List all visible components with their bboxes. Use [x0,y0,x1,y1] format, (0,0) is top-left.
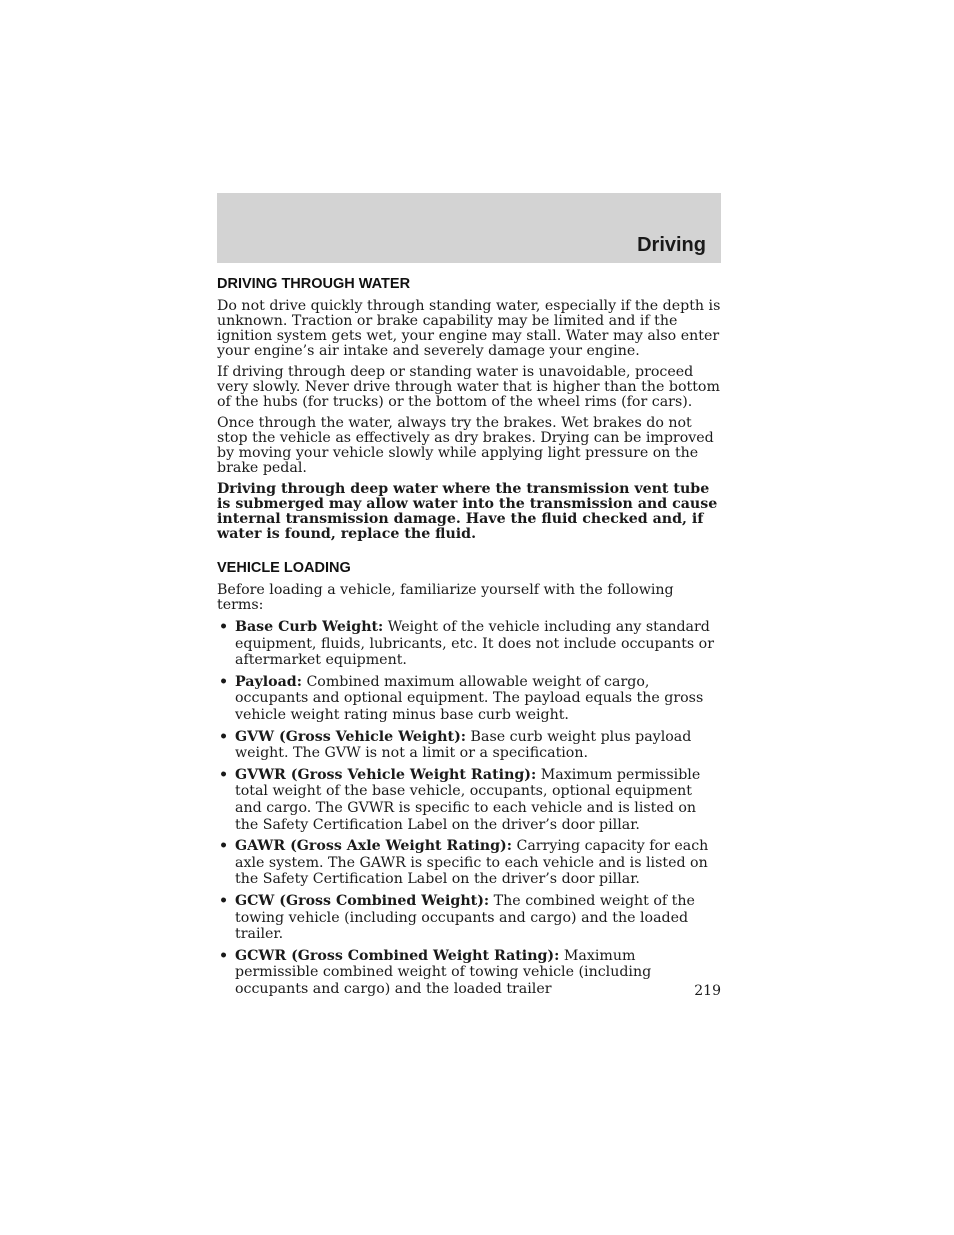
terms-list [217,619,723,997]
term-definition: Maximum permissible combined weight of towing vehicle (including occupants and cargo) and the loaded trailer [235,947,652,997]
paragraph: Once through the water, always try the brakes. Wet brakes do not stop the vehicle as effectively as dry brakes. Drying can be improved by moving your vehicle slowly while applying light pressure on the brake pedal. [217,415,714,476]
term-label: GCW (Gross Combined Weight): [235,892,490,909]
header-band [217,193,721,263]
term-label: GCWR (Gross Combined Weight Rating): [235,947,560,964]
paragraph: Do not drive quickly through standing water, especially if the depth is unknown. Traction or brake capability may be limited and if the ignition system gets wet, your engine may stall. Water may also enter your engine’s air intake and severely damage your engine. [217,298,721,359]
bullet-icon: • [219,766,229,783]
term-definition: Maximum permissible total weight of the base vehicle, occupants, optional equipment and cargo. The GVWR is specific to each vehicle and is listed on the Safety Certification Label on the driver’s door pillar. [235,766,701,833]
bullet-icon: • [219,728,229,745]
list-item [217,767,723,833]
term-definition: Carrying capacity for each axle system. The GAWR is specific to each vehicle and is listed on the Safety Certification Label on the driver’s door pillar. [235,838,709,888]
term-definition: Weight of the vehicle including any standard equipment, fluids, lubricants, etc. It does not include occupants or aftermarket equipment. [235,619,715,669]
term-definition: The combined weight of the towing vehicle (including occupants and cargo) and the loaded trailer. [235,892,695,943]
section-heading-vehicle-loading: VEHICLE LOADING [217,560,351,576]
main-content [217,276,723,1002]
list-item [217,674,723,724]
section-heading-driving-through-water: DRIVING THROUGH WATER [217,276,411,292]
term-label: GAWR (Gross Axle Weight Rating): [235,838,512,855]
list-item [217,838,723,888]
term-definition: Base curb weight plus payload weight. The GVW is not a limit or a specification. [235,728,692,762]
term-label: GVWR (Gross Vehicle Weight Rating): [235,766,537,783]
paragraph: If driving through deep or standing water is unavoidable, proceed very slowly. Never drive through water that is higher than the bottom of the hubs (for trucks) or the bottom of the wheel rims (for cars). [217,364,720,410]
bullet-icon: • [219,838,229,855]
page-number: 219 [694,983,721,999]
bullet-icon: • [219,673,229,690]
warning-paragraph: Driving through deep water where the transmission vent tube is submerged may allow water into the transmission and cause internal transmission damage. Have the fluid checked and, if water is found, replace the fluid. [217,481,718,542]
bullet-icon: • [219,892,229,909]
bullet-icon: • [219,619,229,635]
page-title: Driving [637,234,706,256]
list-item [217,948,723,998]
list-item [217,619,723,669]
bullet-icon: • [219,947,229,964]
list-item [217,729,723,762]
term-label: Base Curb Weight: [235,619,384,635]
intro-paragraph: Before loading a vehicle, familiarize yourself with the following terms: [217,582,674,613]
list-item [217,893,723,943]
term-label: Payload: [235,673,302,690]
term-label: GVW (Gross Vehicle Weight): [235,728,467,745]
term-definition: Combined maximum allowable weight of cargo, occupants and optional equipment. The payload equals the gross vehicle weight rating minus base curb weight. [235,673,704,723]
